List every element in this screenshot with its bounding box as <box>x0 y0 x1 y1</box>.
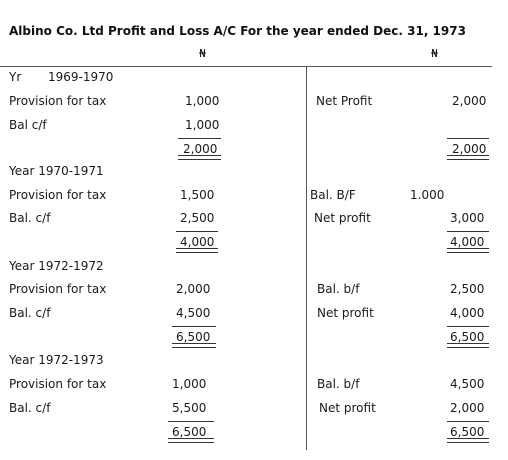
debit-label: Bal. c/f <box>9 306 51 320</box>
year-prefix: Yr <box>9 70 22 84</box>
credit-label: Bal. b/f <box>317 282 360 296</box>
credit-amount: 1.000 <box>410 188 445 202</box>
credit-label: Net profit <box>314 211 371 225</box>
total-rule <box>447 231 489 232</box>
debit-amount: 1,000 <box>185 118 220 132</box>
debit-total: 6,500 <box>172 425 207 439</box>
debit-amount: 4,500 <box>176 306 211 320</box>
debit-total: 6,500 <box>176 330 211 344</box>
credit-amount: 2,000 <box>450 401 485 415</box>
debit-amount: 2,500 <box>180 211 215 225</box>
header-rule <box>0 66 492 67</box>
credit-amount: 2,500 <box>450 282 485 296</box>
debit-total: 4,000 <box>180 235 215 249</box>
total-rule <box>447 138 489 139</box>
total-rule <box>178 138 221 139</box>
total-rule <box>172 326 216 327</box>
debit-label: Provision for tax <box>9 94 107 108</box>
debit-amount: 1,000 <box>172 377 207 391</box>
year-label: Year 1970-1971 <box>9 164 104 178</box>
credit-label: Bal. b/f <box>317 377 360 391</box>
debit-label: Bal c/f <box>9 118 47 132</box>
total-double-rule <box>168 438 214 443</box>
debit-amount: 2,000 <box>176 282 211 296</box>
credit-label: Bal. B/F <box>310 188 356 202</box>
account-divider <box>306 66 307 450</box>
total-double-rule <box>447 155 489 160</box>
credit-label: Net Profit <box>316 94 373 108</box>
total-double-rule <box>447 248 489 253</box>
debit-label: Provision for tax <box>9 282 107 296</box>
debit-total: 2,000 <box>183 142 218 156</box>
credit-label: Net profit <box>317 306 374 320</box>
total-rule <box>176 231 218 232</box>
credit-amount: 4,000 <box>450 306 485 320</box>
credit-amount: 2,000 <box>452 94 487 108</box>
debit-amount: 1,000 <box>185 94 220 108</box>
credit-total: 6,500 <box>450 425 485 439</box>
credit-total: 6,500 <box>450 330 485 344</box>
year-label: Year 1972-1973 <box>9 353 104 367</box>
total-double-rule <box>447 343 489 348</box>
total-rule <box>168 421 214 422</box>
credit-label: Net profit <box>319 401 376 415</box>
debit-currency-symbol: ₦ <box>199 47 206 60</box>
total-double-rule <box>447 438 489 443</box>
page-title: Albino Co. Ltd Profit and Loss A/C For the year ended Dec. 31, 1973 <box>9 24 466 38</box>
debit-amount: 5,500 <box>172 401 207 415</box>
credit-amount: 3,000 <box>450 211 485 225</box>
credit-amount: 4,500 <box>450 377 485 391</box>
total-rule <box>447 326 489 327</box>
total-double-rule <box>178 155 221 160</box>
total-double-rule <box>172 343 216 348</box>
credit-total: 2,000 <box>452 142 487 156</box>
year-label: Year 1972-1972 <box>9 259 104 273</box>
credit-currency-symbol: ₦ <box>431 47 438 60</box>
debit-amount: 1,500 <box>180 188 215 202</box>
year-label: 1969-1970 <box>48 70 114 84</box>
debit-label: Provision for tax <box>9 188 107 202</box>
total-double-rule <box>176 248 218 253</box>
debit-label: Bal. c/f <box>9 401 51 415</box>
debit-label: Provision for tax <box>9 377 107 391</box>
credit-total: 4,000 <box>450 235 485 249</box>
total-rule <box>447 421 489 422</box>
debit-label: Bal. c/f <box>9 211 51 225</box>
